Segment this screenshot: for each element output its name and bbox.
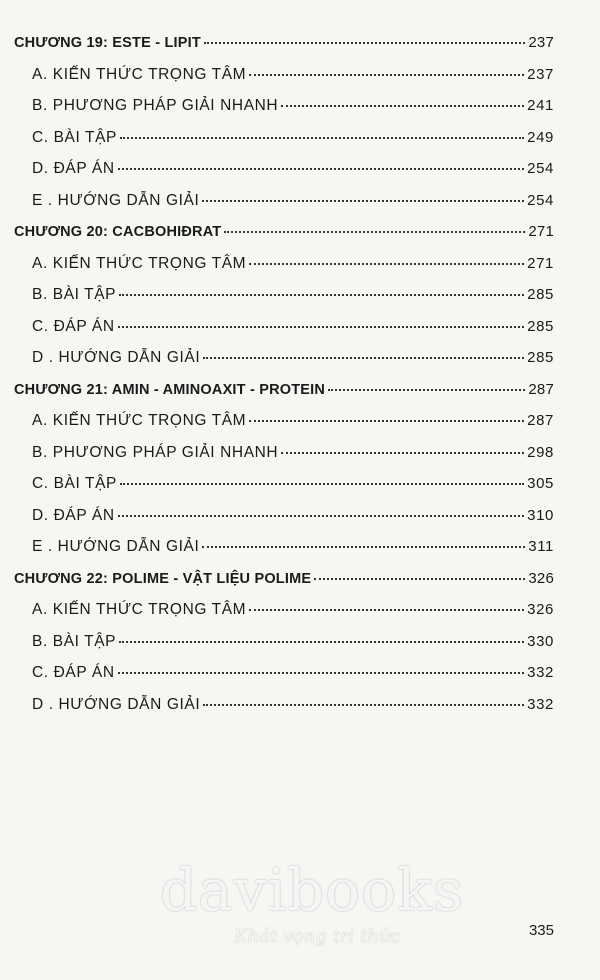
page-number: 335 xyxy=(528,922,554,939)
toc-entry-page: 241 xyxy=(527,97,554,114)
toc-entry-page: 285 xyxy=(527,349,554,366)
toc-entry-title: CHƯƠNG 21: AMIN - AMINOAXIT - PROTEIN xyxy=(14,381,326,398)
toc-entry-page: 332 xyxy=(527,664,554,681)
toc-entry-title: CHƯƠNG 20: CACBOHIĐRAT xyxy=(14,224,222,240)
toc-section-row xyxy=(14,664,554,696)
toc-entry-page: 287 xyxy=(528,380,554,398)
dot-leader xyxy=(314,578,525,580)
toc-section-row xyxy=(14,286,554,318)
toc-entry-title: A. KIẾN THỨC TRỌNG TÂM xyxy=(32,412,247,429)
dot-leader xyxy=(249,609,524,611)
table-of-contents xyxy=(14,34,554,727)
dot-leader xyxy=(119,294,524,296)
toc-section-row xyxy=(14,192,554,224)
toc-entry-title: D. ĐÁP ÁN xyxy=(32,160,115,177)
toc-section-row xyxy=(14,633,554,665)
toc-entry-page: 332 xyxy=(527,695,554,713)
toc-entry-page: 254 xyxy=(527,160,554,177)
toc-entry-title: C. BÀI TẬP xyxy=(32,475,117,492)
toc-entry-page: 326 xyxy=(527,601,554,618)
toc-entry-title: C. BÀI TẬP xyxy=(32,128,117,146)
toc-entry-title: E . HƯỚNG DẪN GIẢI xyxy=(32,538,200,555)
toc-entry-page: 298 xyxy=(527,443,554,461)
dot-leader xyxy=(202,546,525,548)
toc-entry-title: B. BÀI TẬP xyxy=(32,632,117,650)
toc-entry-page: 330 xyxy=(527,632,554,650)
toc-section-row xyxy=(14,507,554,539)
dot-leader xyxy=(224,231,525,233)
dot-leader xyxy=(204,42,525,44)
toc-entry-title: A. KIẾN THỨC TRỌNG TÂM xyxy=(32,601,247,618)
toc-section-row xyxy=(14,412,554,444)
toc-entry-page: 271 xyxy=(527,254,554,272)
dot-leader xyxy=(249,420,524,422)
toc-entry-title: D. ĐÁP ÁN xyxy=(32,506,115,524)
toc-entry-title: A. KIẾN THỨC TRỌNG TÂM xyxy=(32,254,247,272)
toc-section-row xyxy=(14,66,554,98)
toc-section-row xyxy=(14,97,554,129)
toc-section-row xyxy=(14,349,554,381)
dot-leader xyxy=(281,105,524,107)
toc-entry-page: 287 xyxy=(527,412,554,429)
toc-entry-title: A. KIẾN THỨC TRỌNG TÂM xyxy=(32,65,247,83)
toc-chapter-row xyxy=(14,381,554,413)
dot-leader xyxy=(203,357,524,359)
toc-entry-title: CHƯƠNG 22: POLIME - VẬT LIỆU POLIME xyxy=(14,570,312,587)
toc-entry-page: 310 xyxy=(527,506,554,524)
toc-chapter-row xyxy=(14,570,554,602)
toc-entry-page: 271 xyxy=(528,223,554,240)
toc-section-row xyxy=(14,444,554,476)
toc-entry-page: 285 xyxy=(527,317,554,335)
toc-entry-title: C. ĐÁP ÁN xyxy=(32,317,115,335)
toc-section-row xyxy=(14,255,554,287)
toc-entry-title: D . HƯỚNG DẪN GIẢI xyxy=(32,349,201,366)
toc-section-row xyxy=(14,129,554,161)
toc-entry-title: E . HƯỚNG DẪN GIẢI xyxy=(32,191,200,209)
toc-section-row xyxy=(14,318,554,350)
toc-section-row xyxy=(14,538,554,570)
toc-entry-page: 254 xyxy=(527,191,554,209)
dot-leader xyxy=(120,137,524,139)
toc-section-row xyxy=(14,696,554,728)
toc-chapter-row xyxy=(14,223,554,255)
toc-entry-page: 305 xyxy=(527,475,554,492)
toc-entry-page: 249 xyxy=(527,128,554,146)
toc-entry-title: C. ĐÁP ÁN xyxy=(32,664,115,681)
toc-entry-page: 311 xyxy=(528,538,554,555)
toc-section-row xyxy=(14,601,554,633)
dot-leader xyxy=(118,672,525,674)
toc-entry-title: B. PHƯƠNG PHÁP GIẢI NHANH xyxy=(32,97,279,114)
toc-entry-title: CHƯƠNG 19: ESTE - LIPIT xyxy=(14,35,201,51)
dot-leader xyxy=(202,200,524,202)
toc-entry-page: 326 xyxy=(528,569,554,587)
toc-entry-title: B. PHƯƠNG PHÁP GIẢI NHANH xyxy=(32,443,279,461)
toc-section-row xyxy=(14,475,554,507)
toc-entry-page: 237 xyxy=(527,65,554,83)
dot-leader xyxy=(281,452,524,454)
toc-entry-title: D . HƯỚNG DẪN GIẢI xyxy=(32,695,201,713)
dot-leader xyxy=(118,515,525,517)
dot-leader xyxy=(120,483,524,485)
dot-leader xyxy=(249,74,524,76)
toc-chapter-row xyxy=(14,34,554,66)
dot-leader xyxy=(328,389,525,391)
watermark-brand: davibooks xyxy=(160,856,464,924)
dot-leader xyxy=(118,326,525,328)
toc-entry-title: B. BÀI TẬP xyxy=(32,286,117,303)
toc-section-row xyxy=(14,160,554,192)
dot-leader xyxy=(118,168,525,170)
dot-leader xyxy=(203,704,524,706)
dot-leader xyxy=(119,641,524,643)
watermark-tagline: Khát vọng tri thức xyxy=(234,926,401,947)
toc-entry-page: 285 xyxy=(527,286,554,303)
dot-leader xyxy=(249,263,524,265)
toc-entry-page: 237 xyxy=(528,34,554,51)
